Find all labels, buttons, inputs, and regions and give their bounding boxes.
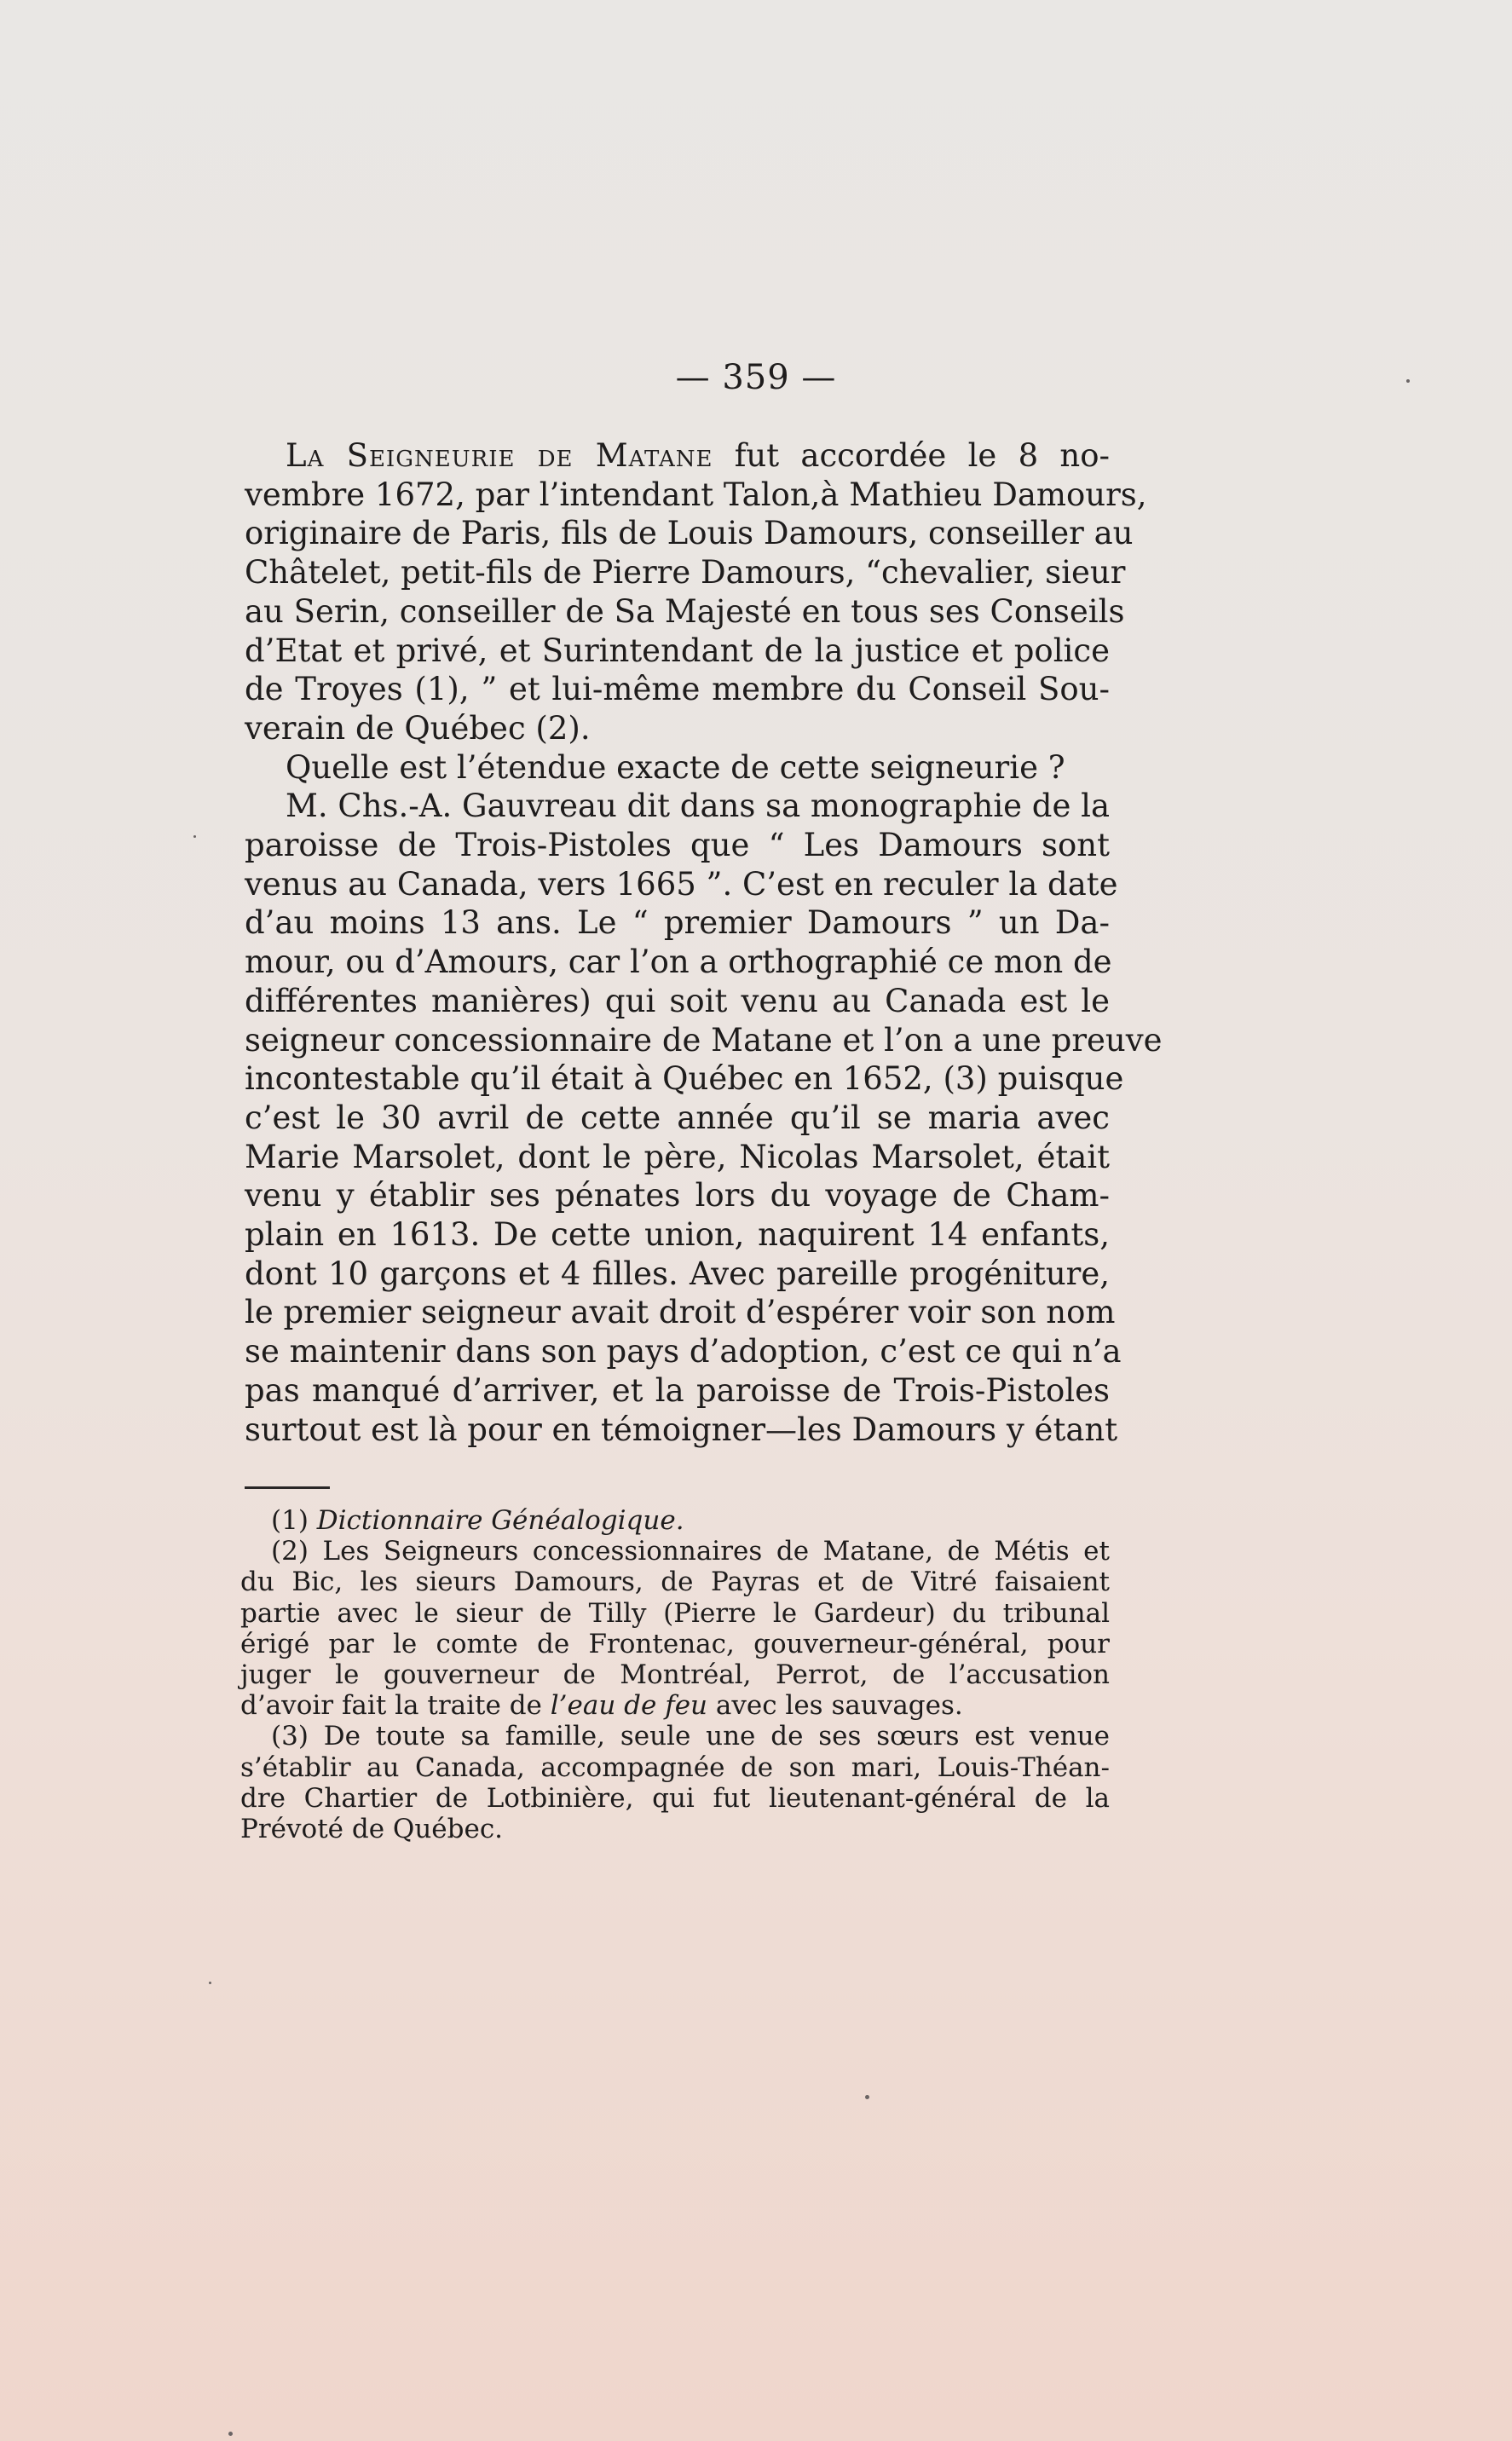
text-line: plain en 1613. De cette union, naquirent 14 enfants, — [245, 1216, 1110, 1254]
text-line: seigneur concessionnaire de Matane et l’on a une preuve — [245, 1021, 1163, 1059]
footnote-2-line: partie avec le sieur de Tilly (Pierre le Gardeur) du tribunal — [240, 1597, 1110, 1629]
text-line: verain de Québec (2). — [245, 709, 591, 747]
text-line: surtout est là pour en témoigner—les Damours y étant — [245, 1411, 1118, 1448]
text-line: d’Etat et privé, et Surintendant de la justice et police — [245, 632, 1110, 669]
footnote-2-line: (2) Les Seigneurs concessionnaires de Matane, de Métis et — [271, 1536, 1110, 1567]
text-line: mour, ou d’Amours, car l’on a orthographié ce mon de — [245, 944, 1112, 981]
footnote-2-line: d’avoir fait la traite de l’eau de feu avec les sauvages. — [240, 1690, 963, 1722]
text-line: pas manqué d’arriver, et la paroisse de Trois-Pistoles — [245, 1371, 1110, 1409]
footnote-2-line: érigé par le comte de Frontenac, gouverneur-général, pour — [240, 1628, 1110, 1659]
footnote-3-line: dre Chartier de Lotbinière, qui fut lieutenant-général de la — [240, 1782, 1110, 1814]
footnotes — [240, 1505, 1110, 1844]
footnote-1-title: Dictionnaire Généalogique. — [316, 1505, 684, 1536]
paper-speck — [1406, 379, 1410, 383]
text-line: c’est le 30 avril de cette année qu’il se maria avec — [245, 1099, 1110, 1136]
text-line: La Seigneurie de Matane fut accordée le 8 no- — [286, 437, 1110, 474]
footnote-3-line: Prévoté de Québec. — [240, 1814, 504, 1845]
section-title: La Seigneurie de Matane — [286, 437, 713, 474]
text-line: paroisse de Trois-Pistoles que “ Les Damours sont — [245, 827, 1110, 864]
text-line: Quelle est l’étendue exacte de cette seigneurie ? — [286, 748, 1065, 786]
page-number: — 359 — — [675, 358, 837, 397]
paper-speck — [193, 835, 196, 838]
footnote-3-line: s’établir au Canada, accompagnée de son mari, Louis-Théan- — [240, 1751, 1110, 1783]
text-line: incontestable qu’il était à Québec en 1652, (3) puisque — [245, 1060, 1124, 1098]
text-line: Marie Marsolet, dont le père, Nicolas Marsolet, était — [245, 1138, 1110, 1175]
paper-speck — [228, 2432, 233, 2436]
footnote-2-italic: l’eau de feu — [550, 1690, 708, 1722]
text-line: d’au moins 13 ans. Le “ premier Damours ” un Da- — [245, 904, 1110, 942]
footnote-3-line: (3) De toute sa famille, seule une de ses sœurs est venue — [271, 1721, 1110, 1752]
text-line: originaire de Paris, fils de Louis Damours, conseiller au — [245, 515, 1134, 552]
paper-speck — [209, 1982, 211, 1984]
text-line: différentes manières) qui soit venu au Canada est le — [245, 982, 1110, 1019]
text-line: venus au Canada, vers 1665 ”. C’est en reculer la date — [245, 865, 1118, 903]
text-line: le premier seigneur avait droit d’espérer voir son nom — [245, 1294, 1116, 1331]
footnote-1: (1) Dictionnaire Généalogique. — [271, 1505, 684, 1536]
text-line: M. Chs.-A. Gauvreau dit dans sa monographie de la — [286, 788, 1111, 825]
main-paragraphs — [245, 436, 1163, 1449]
text-line: se maintenir dans son pays d’adoption, c’est ce qui n’a — [245, 1333, 1122, 1371]
paper-speck — [865, 2095, 869, 2099]
text-line: au Serin, conseiller de Sa Majesté en tous ses Conseils — [245, 592, 1125, 630]
text-line: de Troyes (1), ” et lui-même membre du Conseil Sou- — [245, 671, 1110, 708]
footnote-divider — [245, 1486, 330, 1489]
text-line: dont 10 garçons et 4 filles. Avec pareille progéniture, — [245, 1255, 1110, 1292]
footnote-2-line: juger le gouverneur de Montréal, Perrot, de l’accusation — [240, 1659, 1110, 1691]
text-line: Châtelet, petit-fils de Pierre Damours, “chevalier, sieur — [245, 554, 1126, 591]
text-line: vembre 1672, par l’intendant Talon,à Mathieu Damours, — [245, 476, 1147, 513]
text-line: venu y établir ses pénates lors du voyage de Cham- — [245, 1177, 1110, 1215]
footnote-2-line: du Bic, les sieurs Damours, de Payras et de Vitré faisaient — [240, 1567, 1110, 1598]
